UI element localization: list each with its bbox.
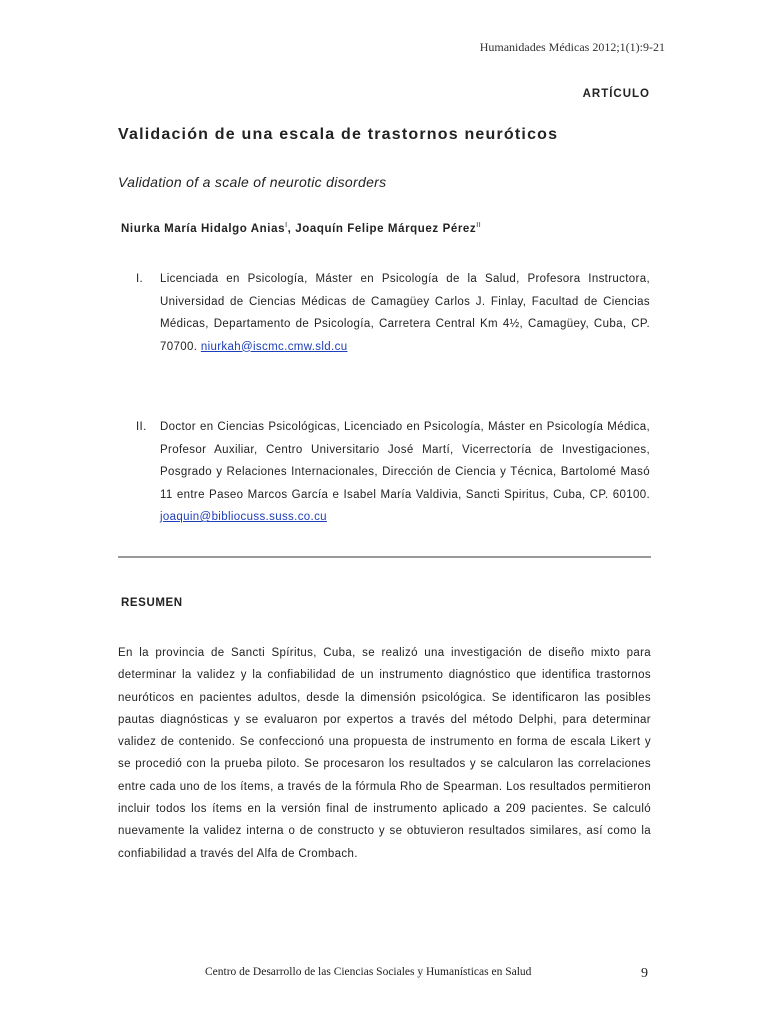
author-list [121, 222, 481, 235]
affiliation-number: II. [136, 421, 147, 433]
article-type-label: ARTÍCULO [582, 88, 650, 100]
affiliation-marker: I [285, 222, 288, 229]
abstract-body: En la provincia de Sancti Spíritus, Cuba, se realizó una investigación de diseño mixto para determinar la validez y la confiabilidad de un instrumento diagnóstico que identifica trastornos neuróticos en pacientes adultos, desde la dimensión psicológica. Se identificaron las posibles pautas diagnósticas y se evaluaron por expertos a través del método Delphi, para determinar validez de contenido. Se confeccionó una propuesta de instrumento en forma de escala Likert y se procedió con la prueba piloto. Se procesaron los resultados y se calcularon las correlaciones entre cada uno de los ítems, a través de la fórmula Rho de Spearman. Los resultados permitieron incluir todos los ítems en la versión final de instrumento aplicado a 209 pacientes. Se calculó nuevamente la validez interna o de constructo y se obtuvieron resultados similares, así como la confiabilidad a través del Alfa de Crombach. [118, 647, 651, 860]
affiliation-item [136, 268, 650, 358]
page-number: 9 [641, 966, 648, 981]
affiliation-marker: II [476, 222, 482, 229]
affiliation-text: Licenciada en Psicología, Máster en Psicología de la Salud, Profesora Instructora, Universidad de Ciencias Médicas de Camagüey Carlos J. Finlay, Facultad de Ciencias Médicas, Departamento de Psicología, Carretera Central Km 4½, Camagüey, Cuba, CP. 70700. [160, 273, 650, 353]
email-link[interactable]: niurkah@iscmc.cmw.sld.cu [200, 340, 348, 353]
footer-institution: Centro de Desarrollo de las Ciencias Sociales y Humanísticas en Salud [205, 966, 532, 978]
affiliation-text-block [160, 268, 650, 358]
section-divider [118, 556, 651, 558]
affiliation-text: Doctor en Ciencias Psicológicas, Licenciado en Psicología, Máster en Psicología Médica, Profesor Auxiliar, Centro Universitario José Martí, Vicerrectoría de Investigaciones, Posgrado y Relaciones Internacionales, Dirección de Ciencia y Técnica, Bartolomé Masó 11 entre Paseo Marcos García e Isabel María Valdivia, Sancti Spiritus, Cuba, CP. 60100. [160, 421, 650, 501]
affiliation-number: I. [136, 273, 144, 285]
abstract-heading: RESUMEN [121, 597, 183, 609]
email-link[interactable]: joaquin@bibliocuss.suss.co.cu [160, 511, 327, 523]
affiliation-text-block [160, 416, 650, 529]
author-separator: , [287, 222, 296, 235]
author-name: Joaquín Felipe Márquez Pérez [295, 222, 477, 235]
journal-reference: Humanidades Médicas 2012;1(1):9-21 [479, 40, 665, 54]
author-name: Niurka María Hidalgo Anias [121, 222, 286, 235]
article-title: Validación de una escala de trastornos neuróticos [118, 126, 559, 143]
article-subtitle: Validation of a scale of neurotic disorders [118, 174, 387, 190]
affiliation-item [136, 416, 650, 529]
